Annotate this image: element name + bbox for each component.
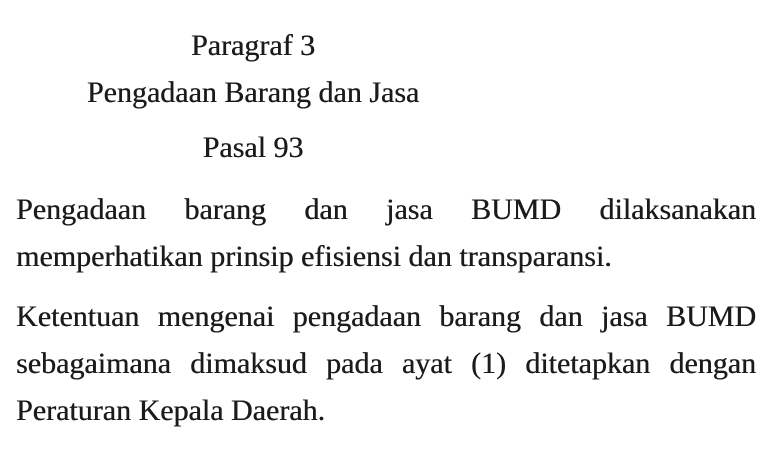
text-line: sebagaimana dimaksud pada ayat (1) ditetapkan dengan xyxy=(16,347,756,380)
heading-block xyxy=(16,22,490,171)
text-line: Ketentuan mengenai pengadaan barang dan jasa BUMD xyxy=(16,300,756,333)
heading-pasal-number: Pasal 93 xyxy=(202,131,304,164)
text-line: Peraturan Kepala Daerah. xyxy=(16,394,325,427)
paragraph-ayat-1 xyxy=(16,186,756,280)
text-line: Pengadaan barang dan jasa BUMD dilaksanakan xyxy=(16,193,756,226)
heading-paragraf-number: Paragraf 3 xyxy=(190,29,316,62)
heading-section-title: Pengadaan Barang dan Jasa xyxy=(86,76,420,109)
paragraph-ayat-2 xyxy=(16,293,756,434)
text-line: memperhatikan prinsip efisiensi dan transparansi. xyxy=(16,240,612,273)
